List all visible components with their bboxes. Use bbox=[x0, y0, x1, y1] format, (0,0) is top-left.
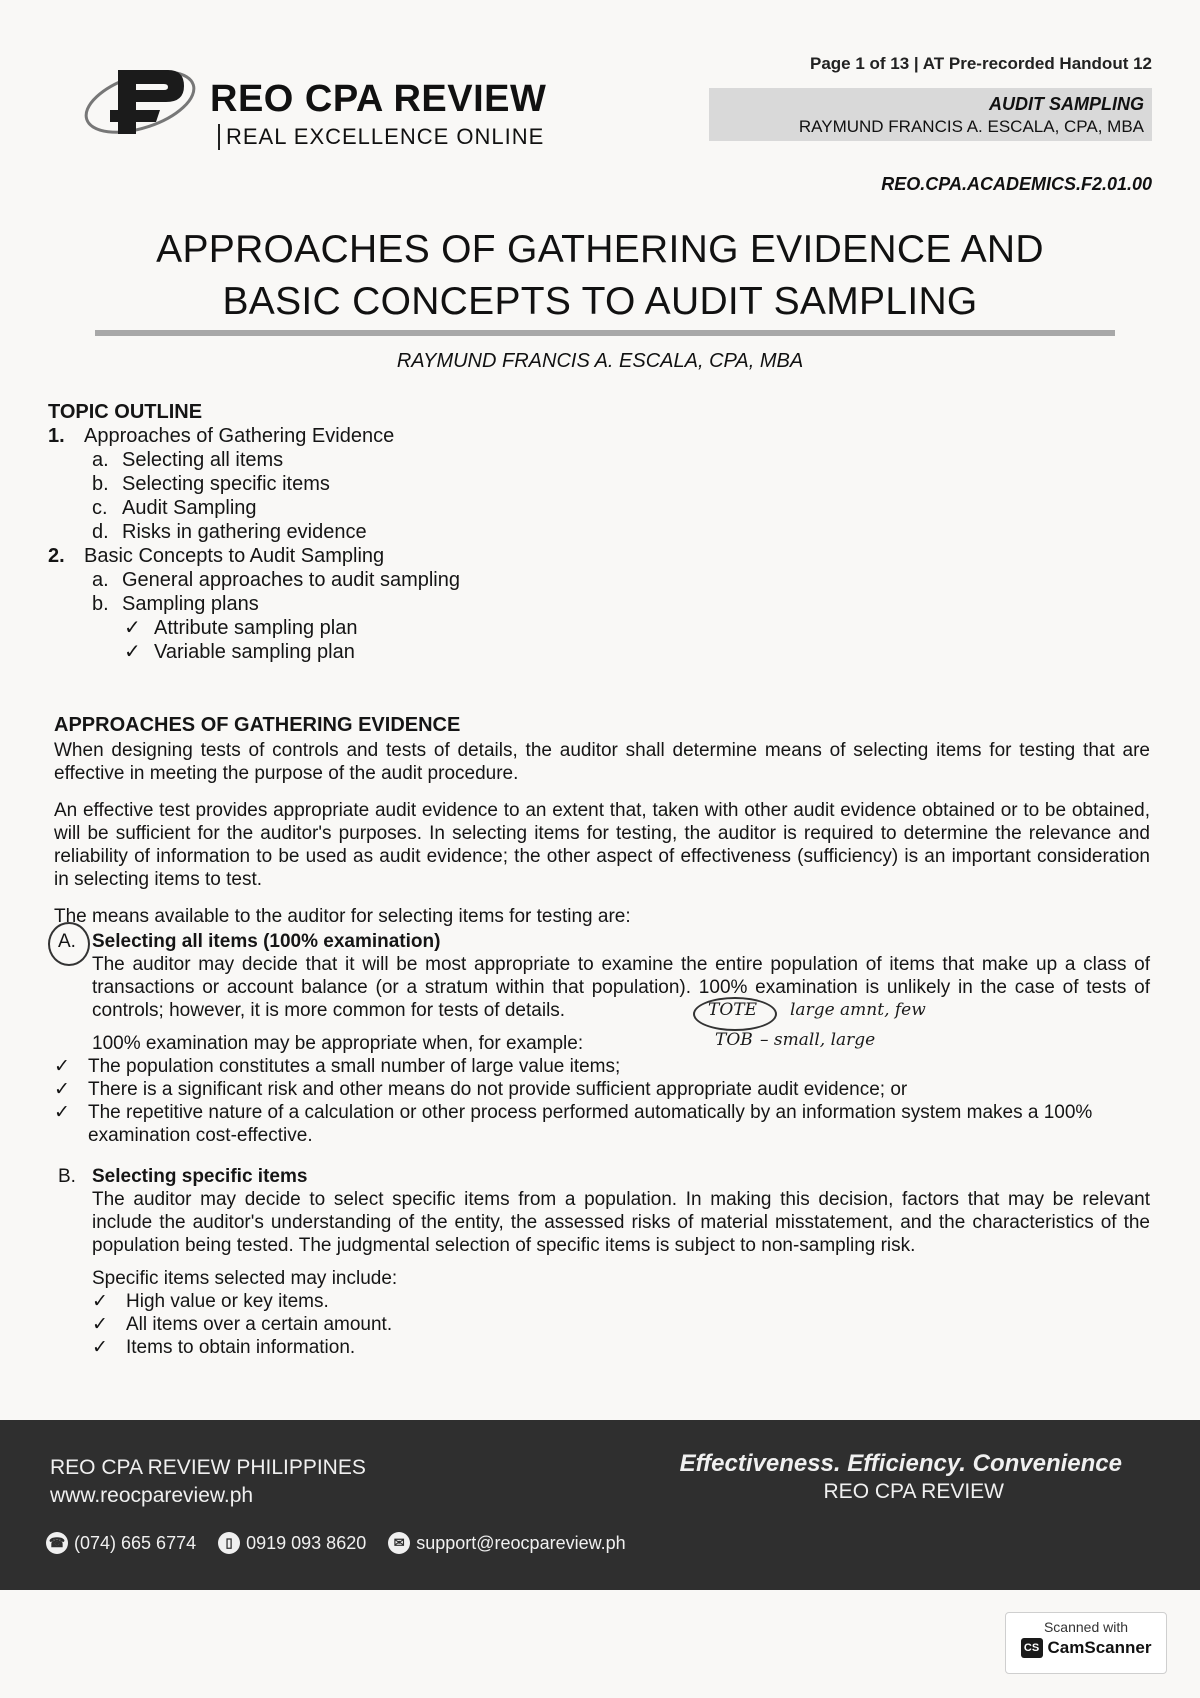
footer-brand: REO CPA REVIEW bbox=[823, 1480, 1004, 1503]
main-content bbox=[54, 714, 1150, 1377]
check-item bbox=[54, 1078, 1150, 1101]
reo-logo bbox=[60, 46, 547, 156]
subitem-letter: b. bbox=[92, 593, 109, 615]
email-icon: ✉ bbox=[388, 1532, 410, 1554]
phone-number: (074) 665 6774 bbox=[74, 1532, 197, 1553]
item-letter: B. bbox=[58, 1166, 76, 1187]
outline-subitem bbox=[92, 520, 460, 544]
approach-item-a bbox=[54, 930, 1150, 1147]
badge-caption: Scanned with bbox=[1043, 1619, 1129, 1635]
check-label: All items over a certain amount. bbox=[126, 1314, 393, 1335]
paragraph: An effective test provides appropriate audit evidence to an extent that, taken with other audit evidence obtained or to be obtained, will be sufficient for the auditor's purposes. In selecting items for testing, the auditor is required to determine the relevance and reliability of information to be used as audit evidence; the other aspect of effectiveness (sufficiency) is an important consideration in selecting items to test. bbox=[54, 800, 1150, 890]
subitem-letter: b. bbox=[92, 473, 109, 495]
approach-item-b bbox=[54, 1165, 1150, 1359]
paragraph: The means available to the auditor for selecting items for testing are: bbox=[54, 906, 631, 927]
email-contact bbox=[388, 1532, 625, 1554]
title-author: RAYMUND FRANCIS A. ESCALA, CPA, MBA bbox=[396, 350, 804, 372]
check-icon: ✓ bbox=[124, 617, 141, 639]
badge-row bbox=[1006, 1638, 1166, 1658]
logo-subtitle: REAL EXCELLENCE ONLINE bbox=[218, 124, 544, 150]
page-footer bbox=[0, 1420, 1200, 1590]
header-author: RAYMUND FRANCIS A. ESCALA, CPA, MBA bbox=[798, 117, 1144, 136]
title-divider bbox=[95, 330, 1115, 336]
outline-item bbox=[48, 544, 460, 664]
section-heading: APPROACHES OF GATHERING EVIDENCE bbox=[54, 714, 461, 736]
outline-check-item bbox=[124, 616, 460, 640]
item-intro: 100% examination may be appropriate when, for example: bbox=[92, 1033, 584, 1054]
phone-contact bbox=[46, 1532, 196, 1554]
check-icon: ✓ bbox=[124, 641, 141, 663]
check-item bbox=[92, 1290, 1150, 1313]
badge-name: CamScanner bbox=[1047, 1638, 1152, 1657]
subitem-label: Audit Sampling bbox=[122, 497, 257, 519]
outline-check-item bbox=[124, 640, 460, 664]
check-icon: ✓ bbox=[54, 1102, 70, 1123]
outline-subitem bbox=[92, 496, 460, 520]
handwritten-circle bbox=[48, 922, 90, 966]
check-icon: ✓ bbox=[54, 1056, 70, 1077]
item-letter: A. bbox=[58, 931, 76, 952]
subitem-label: Selecting all items bbox=[122, 449, 284, 471]
check-label: High value or key items. bbox=[126, 1291, 329, 1312]
handout-topic: AUDIT SAMPLING bbox=[989, 94, 1144, 114]
check-icon: ✓ bbox=[54, 1079, 70, 1100]
logo-title: REO CPA REVIEW bbox=[210, 78, 547, 120]
mobile-number: 0919 093 8620 bbox=[246, 1532, 367, 1553]
subitem-letter: c. bbox=[92, 497, 108, 519]
topic-outline bbox=[48, 400, 460, 664]
outline-subitem bbox=[92, 568, 460, 592]
outline-list bbox=[48, 424, 460, 664]
check-icon: ✓ bbox=[92, 1314, 108, 1335]
document-code: REO.CPA.ACADEMICS.F2.01.00 bbox=[881, 174, 1152, 194]
annotation-tob: TOB bbox=[715, 1030, 753, 1050]
check-item bbox=[92, 1336, 1150, 1359]
title-line-1: APPROACHES OF GATHERING EVIDENCE AND bbox=[156, 228, 1044, 271]
check-icon: ✓ bbox=[92, 1337, 108, 1358]
annotation-tob-note: – small, large bbox=[760, 1030, 876, 1050]
title-line-2: BASIC CONCEPTS TO AUDIT SAMPLING bbox=[222, 280, 978, 323]
subitem-letter: d. bbox=[92, 521, 109, 543]
outline-subitem bbox=[92, 472, 460, 496]
subitem-letter: a. bbox=[92, 569, 109, 591]
camscanner-icon: CS bbox=[1021, 1638, 1043, 1658]
item-intro: Specific items selected may include: bbox=[92, 1268, 398, 1289]
outline-item bbox=[48, 424, 460, 544]
paragraph: When designing tests of controls and tests of details, the auditor shall determine means of selecting items for testing that are effective in meeting the purpose of the audit procedure. bbox=[54, 740, 1150, 784]
outline-heading: TOPIC OUTLINE bbox=[48, 401, 203, 423]
subitem-label: Sampling plans bbox=[122, 593, 259, 615]
check-label: The population constitutes a small number of large value items; bbox=[88, 1056, 621, 1077]
item-text: The auditor may decide that it will be most appropriate to examine the entire population of items that make up a class of transactions or account balance (or a stratum within that population). 100% examination is unlikely in the case of tests of controls; however, it is more common for tests of details. bbox=[92, 954, 1150, 1021]
header-info bbox=[709, 54, 1152, 141]
email-address: support@reocpareview.ph bbox=[416, 1532, 626, 1553]
check-label: Attribute sampling plan bbox=[154, 617, 358, 639]
outline-sublist bbox=[92, 448, 460, 544]
outline-checklist bbox=[124, 616, 460, 664]
mobile-icon: ▯ bbox=[218, 1532, 240, 1554]
camscanner-badge bbox=[1005, 1612, 1167, 1674]
check-label: The repetitive nature of a calculation or other process performed automatically by an information system makes a 100% examination cost-effective. bbox=[88, 1102, 1093, 1146]
annotation-tote-note: large amnt, few bbox=[790, 1000, 926, 1020]
check-item bbox=[54, 1055, 1150, 1078]
outline-subitem bbox=[92, 592, 460, 616]
footer-tagline: Effectiveness. Efficiency. Convenience bbox=[679, 1450, 1122, 1477]
check-label: There is a significant risk and other means do not provide sufficient appropriate audit evidence; or bbox=[88, 1079, 908, 1100]
subitem-label: General approaches to audit sampling bbox=[122, 569, 460, 591]
footer-contacts bbox=[46, 1532, 648, 1554]
page-title bbox=[60, 224, 1140, 328]
outline-subitem bbox=[92, 448, 460, 472]
item-text: The auditor may decide to select specific items from a population. In making this decision, factors that may be relevant include the auditor's understanding of the entity, the assessed risks of material misstatement, and the characteristics of the population being tested. The judgmental selection of specific items is subject to non-sampling risk. bbox=[92, 1189, 1150, 1256]
check-label: Variable sampling plan bbox=[154, 641, 355, 663]
footer-company: REO CPA REVIEW PHILIPPINES bbox=[50, 1456, 366, 1479]
outline-number: 1. bbox=[48, 425, 65, 447]
check-item bbox=[54, 1101, 1150, 1147]
outline-label: Approaches of Gathering Evidence bbox=[84, 425, 395, 447]
subitem-label: Risks in gathering evidence bbox=[122, 521, 367, 543]
check-label: Items to obtain information. bbox=[126, 1337, 356, 1358]
item-checklist bbox=[92, 1290, 1150, 1359]
item-checklist bbox=[54, 1055, 1150, 1147]
annotation-tote: TOTE bbox=[708, 1000, 758, 1020]
mobile-contact bbox=[218, 1532, 366, 1554]
subitem-letter: a. bbox=[92, 449, 109, 471]
outline-label: Basic Concepts to Audit Sampling bbox=[84, 545, 385, 567]
item-title: Selecting specific items bbox=[92, 1166, 308, 1187]
outline-number: 2. bbox=[48, 545, 65, 567]
check-item bbox=[92, 1313, 1150, 1336]
reo-logo-mark-icon bbox=[80, 50, 200, 150]
footer-website: www.reocpareview.ph bbox=[50, 1484, 254, 1507]
topic-box bbox=[709, 88, 1152, 141]
page-info: Page 1 of 13 | AT Pre-recorded Handout 12 bbox=[809, 54, 1152, 73]
check-icon: ✓ bbox=[92, 1291, 108, 1312]
phone-icon: ☎ bbox=[46, 1532, 68, 1554]
item-title: Selecting all items (100% examination) bbox=[92, 931, 441, 952]
subitem-label: Selecting specific items bbox=[122, 473, 330, 495]
outline-sublist bbox=[92, 568, 460, 616]
